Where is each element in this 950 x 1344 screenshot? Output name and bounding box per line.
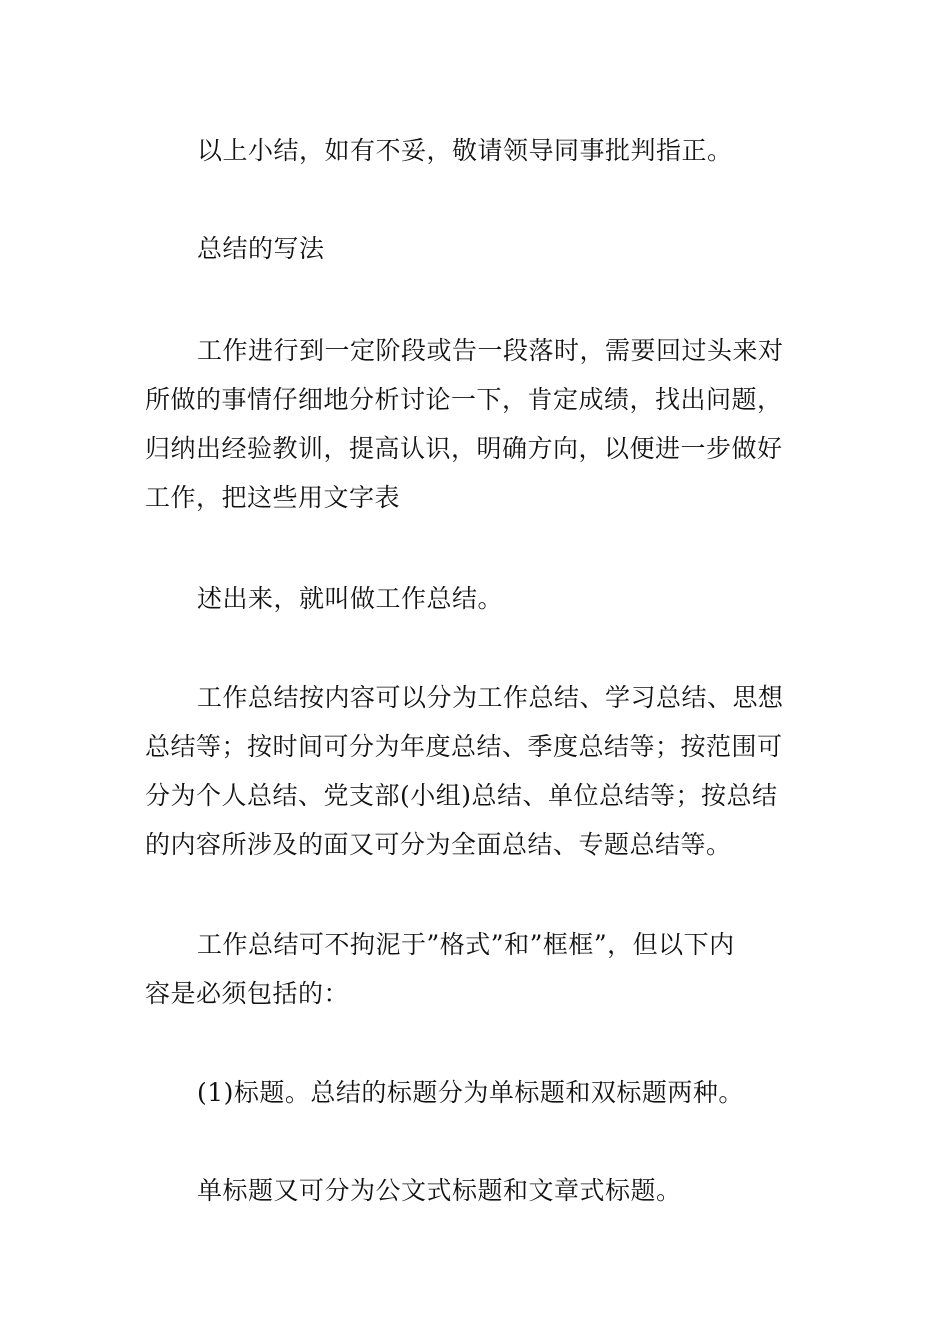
paragraph-closing-remark — [145, 126, 810, 175]
paragraph-classification — [145, 673, 810, 869]
text-line: (1)标题。总结的标题分为单标题和双标题两种。 — [197, 1078, 744, 1107]
text-line: 的内容所涉及的面又可分为全面总结、专题总结等。 — [145, 830, 732, 859]
paragraph-single-title — [145, 1166, 810, 1215]
text-line: 以上小结，如有不妥，敬请领导同事批判指正。 — [197, 136, 733, 165]
paragraph-required-content — [145, 920, 810, 1018]
text-line: 工作总结按内容可以分为工作总结、学习总结、思想 — [197, 683, 784, 712]
paragraph-definition-continued — [145, 574, 810, 623]
text-line: 所做的事情仔细地分析讨论一下，肯定成绩，找出问题， — [145, 385, 783, 414]
text-line: 述出来，就叫做工作总结。 — [197, 584, 504, 613]
text-line: 分为个人总结、党支部(小组)总结、单位总结等；按总结 — [145, 781, 778, 810]
paragraph-definition — [145, 326, 810, 522]
text-line: 容是必须包括的： — [145, 979, 350, 1008]
text-line: 总结的写法 — [197, 234, 325, 263]
paragraph-title-item — [145, 1068, 810, 1117]
section-heading — [145, 224, 810, 273]
text-line: 工作进行到一定阶段或告一段落时，需要回过头来对 — [197, 336, 784, 365]
text-line: 归纳出经验教训，提高认识，明确方向，以便进一步做好 — [145, 434, 783, 463]
text-line: 工作，把这些用文字表 — [145, 483, 401, 512]
text-line: 工作总结可不拘泥于”格式”和”框框”，但以下内 — [197, 930, 735, 959]
text-line: 单标题又可分为公文式标题和文章式标题。 — [197, 1176, 682, 1205]
text-line: 总结等；按时间可分为年度总结、季度总结等；按范围可 — [145, 732, 783, 761]
